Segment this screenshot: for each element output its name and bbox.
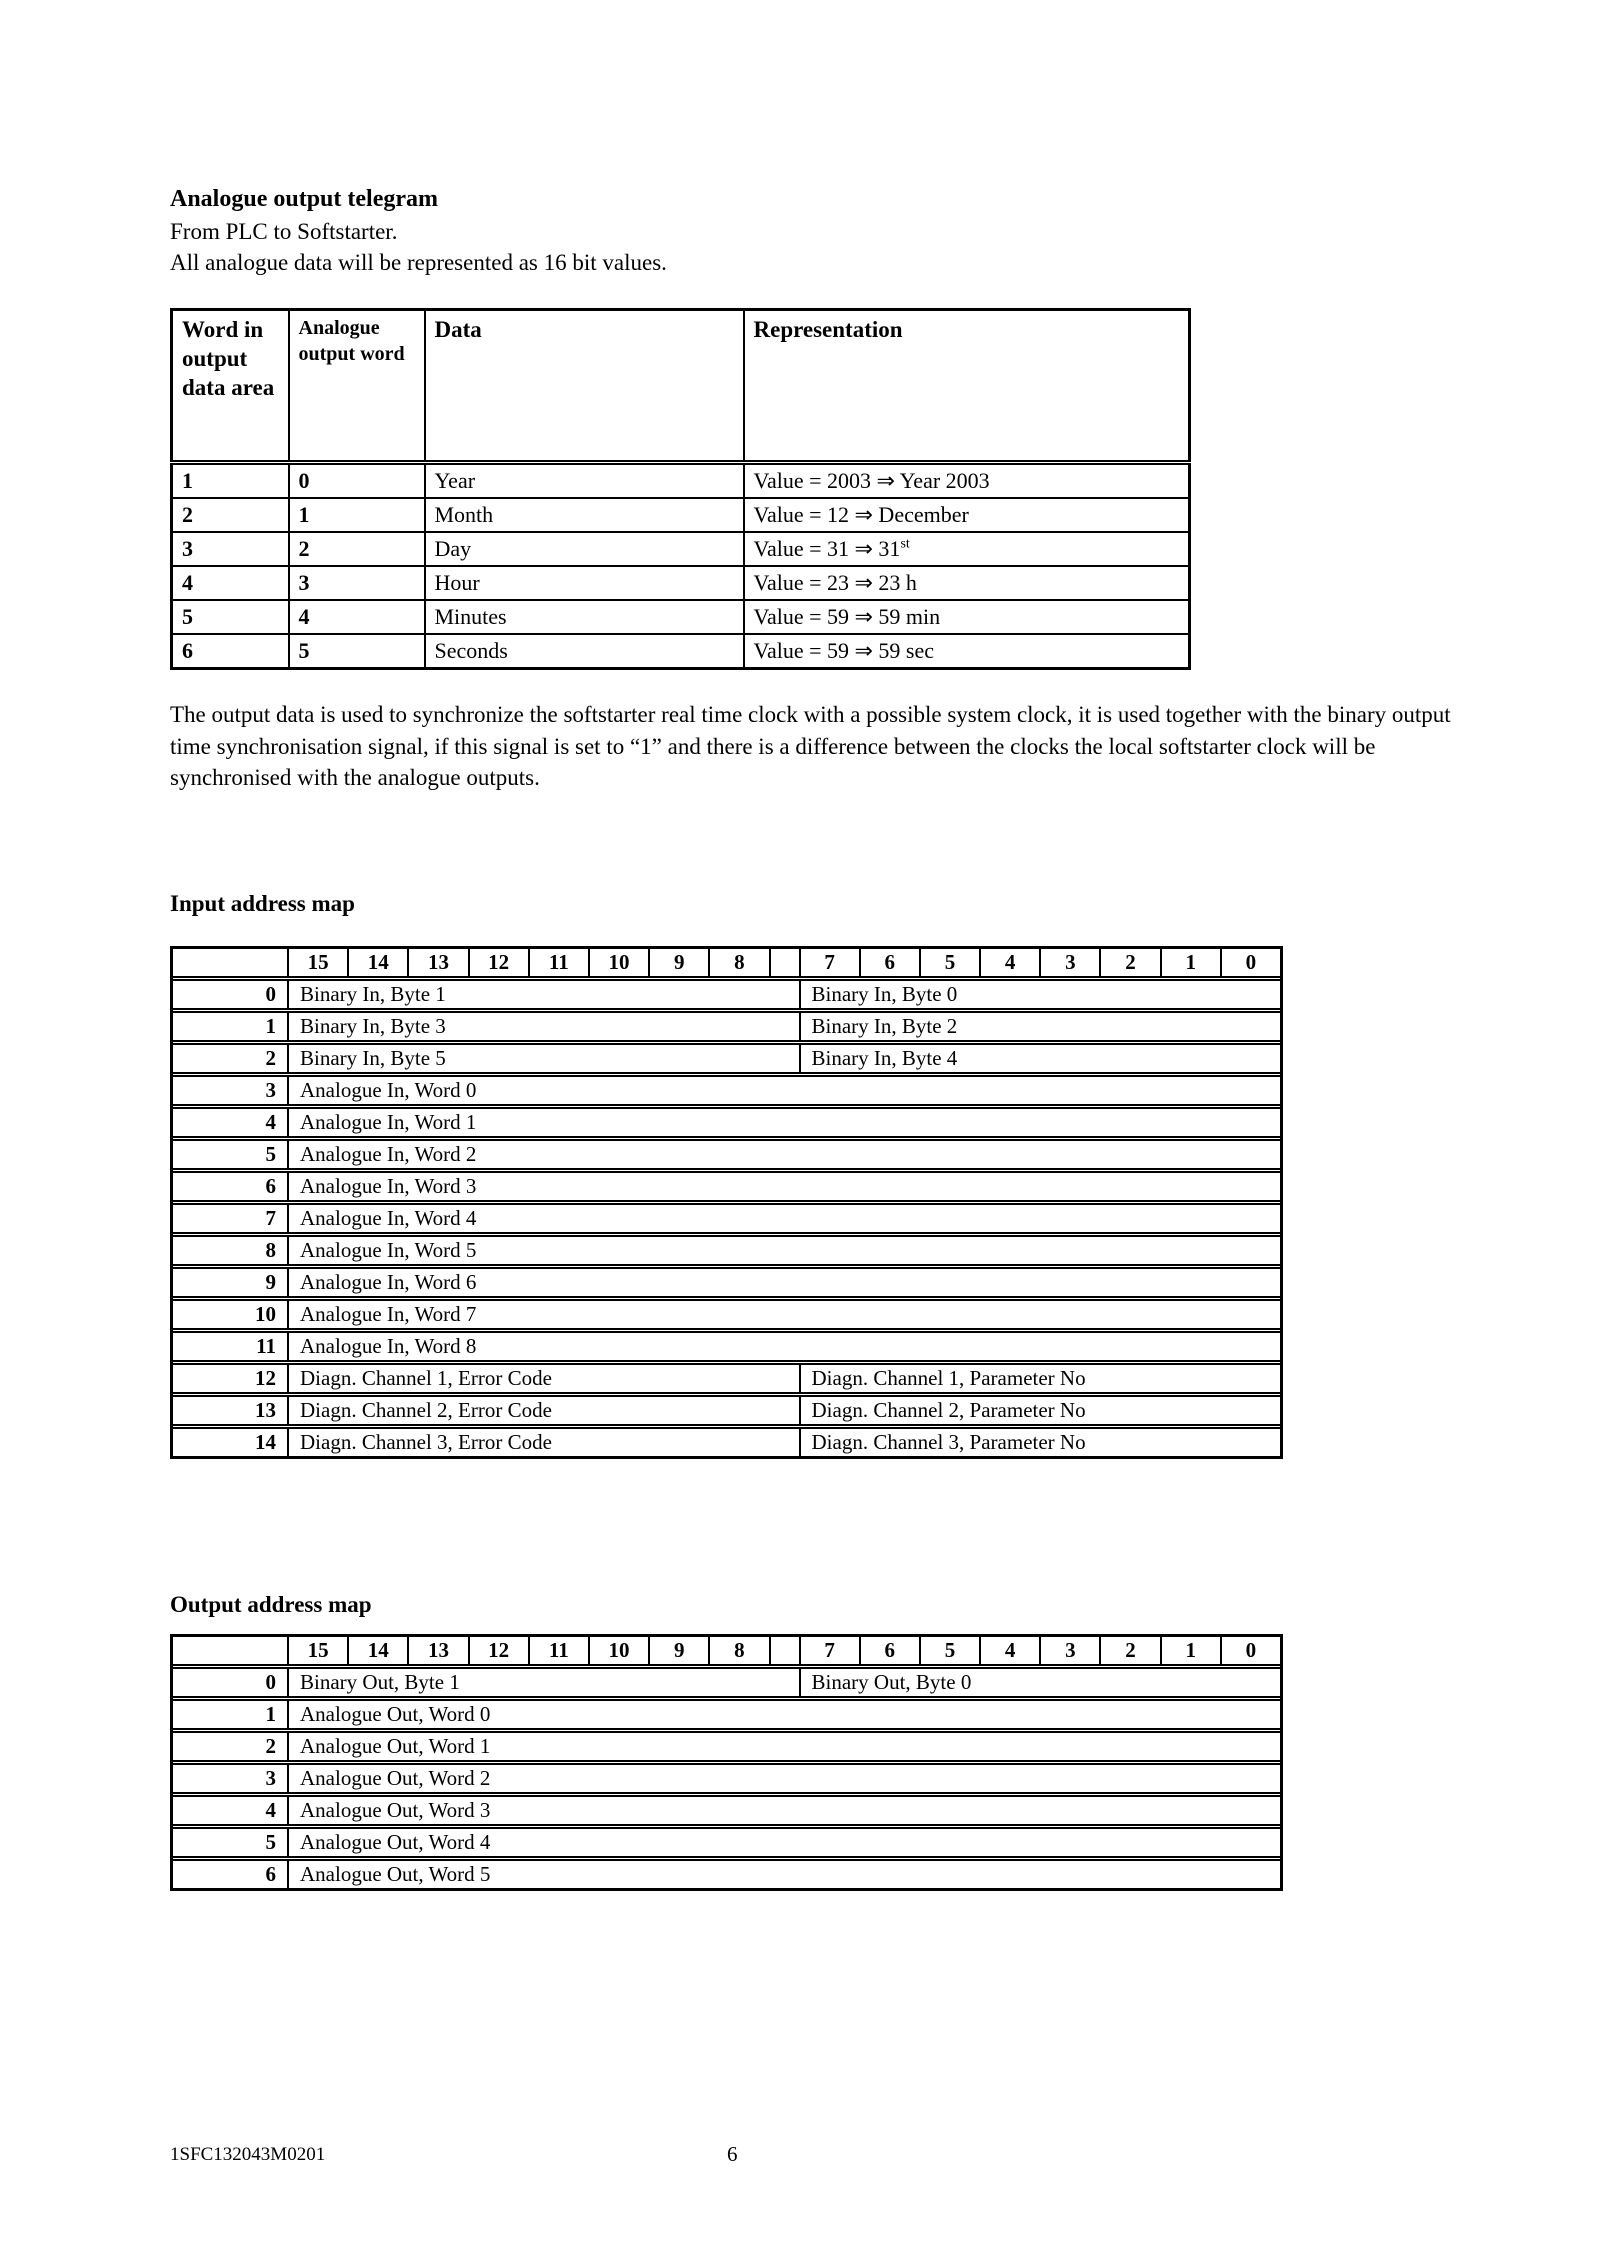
- byte-gap-cell: [769, 1637, 799, 1664]
- body-paragraph: The output data is used to synchronize the softstarter real time clock with a possible system clock, it is used together with the binary output time synchronisation signal, if this signal is set to “1” and there is a difference between the clocks the local softstarter clock will be synchronised with the analogue outputs.: [170, 702, 1451, 790]
- corner-cell: [173, 949, 287, 976]
- data-cell: Seconds: [425, 634, 744, 669]
- map-cell-full: Analogue In, Word 3: [287, 1173, 1280, 1200]
- table-row: [172, 532, 1190, 566]
- map-cell-high-byte: Binary In, Byte 5: [287, 1045, 799, 1072]
- word-cell: 5: [172, 600, 289, 634]
- output-word-cell: 4: [289, 600, 425, 634]
- data-cell: Minutes: [425, 600, 744, 634]
- row-number-cell: 14: [255, 1430, 276, 1454]
- map-row: [173, 1669, 1280, 1701]
- map-cell-full: Analogue In, Word 0: [287, 1077, 1280, 1104]
- bit-header-cell: 11: [528, 949, 588, 976]
- bit-header-cell: 10: [588, 949, 648, 976]
- map-row: [173, 1861, 1280, 1888]
- map-cell-low-byte: Binary In, Byte 2: [799, 1013, 1281, 1040]
- bit-header-cell: 15: [287, 949, 347, 976]
- representation-text: Value = 12 ⇒ December: [753, 502, 969, 527]
- map-row: [173, 1205, 1280, 1237]
- map-cell-full: Analogue In, Word 1: [287, 1109, 1280, 1136]
- bit-header-cell: 5: [919, 1637, 979, 1664]
- table-row: [172, 634, 1190, 669]
- header-cell-representation: Representation: [744, 310, 1190, 463]
- bit-header-cell: 0: [1220, 949, 1280, 976]
- bit-header-cell: 5: [919, 949, 979, 976]
- bit-header-cell: 15: [287, 1637, 347, 1664]
- output-word-cell: 3: [289, 566, 425, 600]
- bit-header-cell: 12: [468, 1637, 528, 1664]
- map-row: [173, 1797, 1280, 1829]
- map-row: [173, 1701, 1280, 1733]
- word-cell: 1: [172, 463, 289, 499]
- map-cell-full: Analogue In, Word 7: [287, 1301, 1280, 1328]
- subtitle-line-1: From PLC to Softstarter.: [170, 219, 398, 244]
- footer-page-number: 6: [727, 2142, 738, 2166]
- data-cell: Hour: [425, 566, 744, 600]
- map-cell-full: Analogue Out, Word 2: [287, 1765, 1280, 1792]
- header-cell-data: Data: [425, 310, 744, 463]
- map-cell-high-byte: Binary In, Byte 3: [287, 1013, 799, 1040]
- representation-text: Value = 59 ⇒ 59 sec: [753, 638, 935, 663]
- map-row: [173, 1829, 1280, 1861]
- bit-header-cell: 6: [859, 949, 919, 976]
- analogue-output-telegram-table: [170, 308, 1191, 670]
- map-row: [173, 1269, 1280, 1301]
- map-row: [173, 981, 1280, 1013]
- word-cell: 4: [172, 566, 289, 600]
- data-cell: Year: [425, 463, 744, 499]
- bit-header-cell: 9: [648, 949, 708, 976]
- row-number-cell: 7: [265, 1206, 276, 1230]
- word-cell: 3: [172, 532, 289, 566]
- row-number-cell: 4: [265, 1798, 276, 1822]
- row-number-cell: 0: [265, 982, 276, 1006]
- representation-superscript: st: [900, 536, 910, 552]
- table-row: [172, 566, 1190, 600]
- row-number-cell: 6: [265, 1862, 276, 1886]
- output-address-map-table: [170, 1634, 1283, 1891]
- bit-header-cell: 14: [347, 949, 407, 976]
- bit-header-cell: 1: [1160, 949, 1220, 976]
- bit-header-cell: 3: [1039, 949, 1099, 976]
- output-word-cell: 0: [289, 463, 425, 499]
- row-number-cell: 4: [265, 1110, 276, 1134]
- map-cell-full: Analogue Out, Word 3: [287, 1797, 1280, 1824]
- map-row: [173, 1013, 1280, 1045]
- table-row: [172, 463, 1190, 499]
- row-number-cell: 2: [265, 1046, 276, 1070]
- table-row: [172, 600, 1190, 634]
- map-row: [173, 1173, 1280, 1205]
- representation-text: Value = 23 ⇒ 23 h: [753, 570, 917, 595]
- map-row: [173, 1733, 1280, 1765]
- map-cell-full: Analogue Out, Word 0: [287, 1701, 1280, 1728]
- map-cell-low-byte: Diagn. Channel 3, Parameter No: [799, 1429, 1281, 1456]
- row-number-cell: 0: [265, 1670, 276, 1694]
- bit-header-row: [173, 949, 1280, 981]
- header-cell-analogue-output-word: Analogue output word: [289, 310, 425, 463]
- bit-header-cell: 4: [979, 949, 1039, 976]
- map-row: [173, 1397, 1280, 1429]
- map-row: [173, 1301, 1280, 1333]
- map-row: [173, 1077, 1280, 1109]
- bit-header-cell: 10: [588, 1637, 648, 1664]
- map-row: [173, 1429, 1280, 1456]
- row-number-cell: 9: [265, 1270, 276, 1294]
- row-number-cell: 12: [255, 1366, 276, 1390]
- page-title: Analogue output telegram: [170, 186, 438, 212]
- bit-header-cell: 3: [1039, 1637, 1099, 1664]
- map-cell-full: Analogue In, Word 8: [287, 1333, 1280, 1360]
- byte-gap-cell: [769, 949, 799, 976]
- map-cell-high-byte: Diagn. Channel 2, Error Code: [287, 1397, 799, 1424]
- map-cell-full: Analogue In, Word 2: [287, 1141, 1280, 1168]
- representation-cell: [744, 498, 1190, 532]
- map-row: [173, 1237, 1280, 1269]
- word-cell: 2: [172, 498, 289, 532]
- telegram-header-row: [172, 310, 1190, 463]
- map-cell-full: Analogue Out, Word 4: [287, 1829, 1280, 1856]
- row-number-cell: 13: [255, 1398, 276, 1422]
- bit-header-cell: 14: [347, 1637, 407, 1664]
- representation-cell: [744, 634, 1190, 669]
- representation-cell: [744, 566, 1190, 600]
- row-number-cell: 3: [265, 1766, 276, 1790]
- row-number-cell: 1: [265, 1014, 276, 1038]
- map-cell-low-byte: Binary Out, Byte 0: [799, 1669, 1281, 1696]
- map-cell-full: Analogue In, Word 6: [287, 1269, 1280, 1296]
- bit-header-cell: 1: [1160, 1637, 1220, 1664]
- bit-header-cell: 9: [648, 1637, 708, 1664]
- map-cell-full: Analogue Out, Word 1: [287, 1733, 1280, 1760]
- row-number-cell: 2: [265, 1734, 276, 1758]
- map-cell-low-byte: Diagn. Channel 1, Parameter No: [799, 1365, 1281, 1392]
- row-number-cell: 6: [265, 1174, 276, 1198]
- bit-header-cell: 4: [979, 1637, 1039, 1664]
- row-number-cell: 11: [256, 1334, 276, 1358]
- bit-header-cell: 12: [468, 949, 528, 976]
- row-number-cell: 5: [265, 1142, 276, 1166]
- bit-header-cell: 7: [799, 949, 859, 976]
- bit-header-cell: 11: [528, 1637, 588, 1664]
- output-word-cell: 5: [289, 634, 425, 669]
- map-cell-high-byte: Binary Out, Byte 1: [287, 1669, 799, 1696]
- map-cell-low-byte: Binary In, Byte 0: [799, 981, 1281, 1008]
- row-number-cell: 5: [265, 1830, 276, 1854]
- footer-document-id: 1SFC132043M0201: [170, 2144, 326, 2165]
- map-cell-high-byte: Diagn. Channel 3, Error Code: [287, 1429, 799, 1456]
- map-row: [173, 1045, 1280, 1077]
- map-cell-full: Analogue Out, Word 5: [287, 1861, 1280, 1888]
- row-number-cell: 3: [265, 1078, 276, 1102]
- map-cell-high-byte: Binary In, Byte 1: [287, 981, 799, 1008]
- bit-header-row: [173, 1637, 1280, 1669]
- corner-cell: [173, 1637, 287, 1664]
- data-cell: Month: [425, 498, 744, 532]
- bit-header-cell: 13: [407, 949, 467, 976]
- header-cell-word-in-output-data-area: Word in output data area: [172, 310, 289, 463]
- row-number-cell: 8: [265, 1238, 276, 1262]
- representation-text: Value = 59 ⇒ 59 min: [753, 604, 941, 629]
- representation-cell: [744, 532, 1190, 566]
- map-row: [173, 1365, 1280, 1397]
- row-number-cell: 10: [255, 1302, 276, 1326]
- representation-cell: [744, 600, 1190, 634]
- map-cell-full: Analogue In, Word 5: [287, 1237, 1280, 1264]
- table-row: [172, 498, 1190, 532]
- bit-header-cell: 13: [407, 1637, 467, 1664]
- row-number-cell: 1: [265, 1702, 276, 1726]
- data-cell: Day: [425, 532, 744, 566]
- map-cell-full: Analogue In, Word 4: [287, 1205, 1280, 1232]
- bit-header-cell: 2: [1099, 949, 1159, 976]
- representation-cell: [744, 463, 1190, 499]
- bit-header-cell: 0: [1220, 1637, 1280, 1664]
- bit-header-cell: 7: [799, 1637, 859, 1664]
- map-cell-low-byte: Diagn. Channel 2, Parameter No: [799, 1397, 1281, 1424]
- map-cell-high-byte: Diagn. Channel 1, Error Code: [287, 1365, 799, 1392]
- subtitle-line-2: All analogue data will be represented as 16 bit values.: [170, 250, 667, 275]
- output-address-map-heading: Output address map: [170, 1592, 372, 1617]
- representation-text: Value = 31 ⇒ 31: [753, 536, 901, 561]
- output-word-cell: 2: [289, 532, 425, 566]
- map-row: [173, 1765, 1280, 1797]
- input-address-map-table: [170, 946, 1283, 1459]
- bit-header-cell: 6: [859, 1637, 919, 1664]
- input-address-map-heading: Input address map: [170, 891, 355, 916]
- map-row: [173, 1109, 1280, 1141]
- representation-text: Value = 2003 ⇒ Year 2003: [753, 468, 990, 493]
- map-row: [173, 1333, 1280, 1365]
- bit-header-cell: 2: [1099, 1637, 1159, 1664]
- map-cell-low-byte: Binary In, Byte 4: [799, 1045, 1281, 1072]
- map-row: [173, 1141, 1280, 1173]
- word-cell: 6: [172, 634, 289, 669]
- bit-header-cell: 8: [708, 949, 768, 976]
- output-word-cell: 1: [289, 498, 425, 532]
- bit-header-cell: 8: [708, 1637, 768, 1664]
